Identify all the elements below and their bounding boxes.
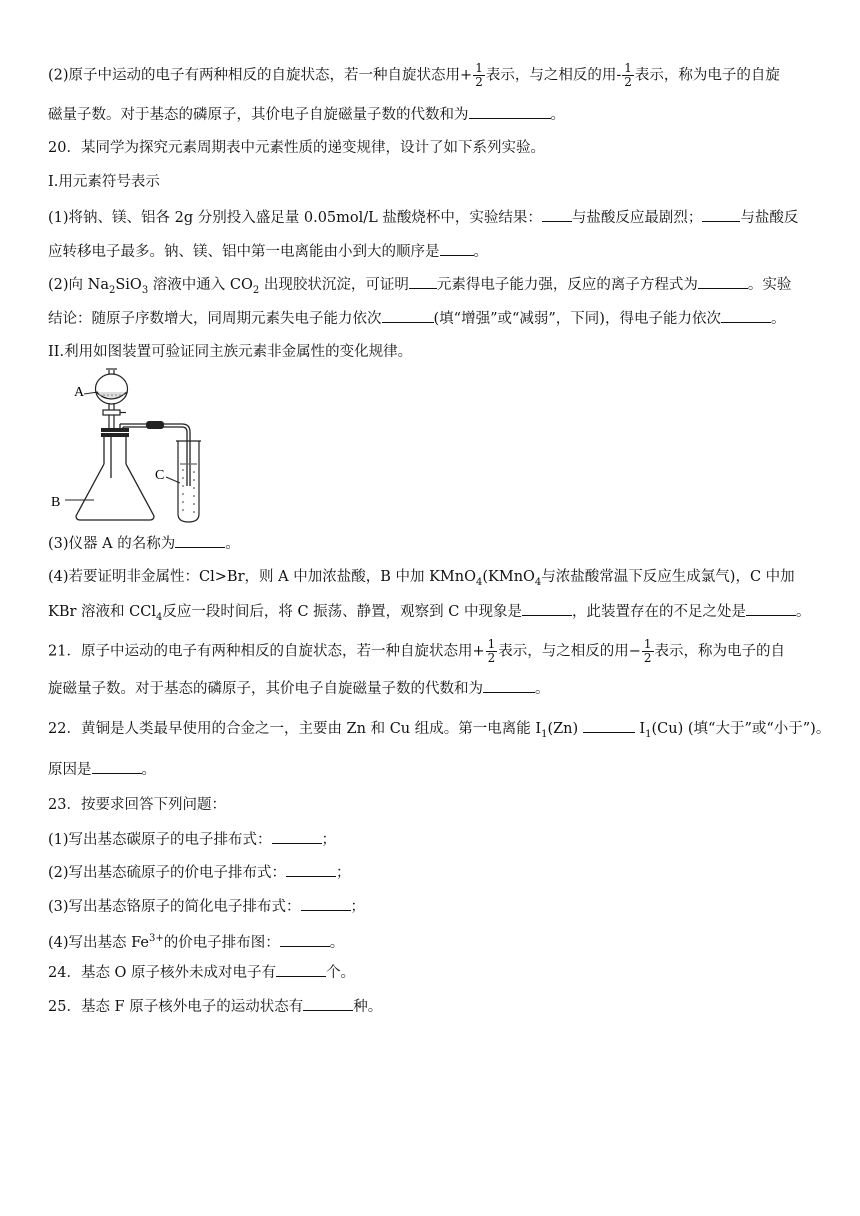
- fraction: [622, 62, 634, 89]
- subscript: 1: [541, 728, 548, 740]
- answer-blank[interactable]: [698, 274, 748, 289]
- text: 结论：随原子序数增大，同周期元素失电子能力依次: [48, 311, 382, 327]
- answer-blank[interactable]: [175, 533, 225, 548]
- answer-blank[interactable]: [702, 207, 740, 222]
- text: 溶液中通入 CO: [148, 277, 253, 293]
- text: 反应一段时间后，将 C 振荡、静置，观察到 C 中现象是: [162, 604, 522, 620]
- answer-blank[interactable]: [382, 308, 434, 323]
- text: (Cu) (填“大于”或“小于”)。: [651, 721, 831, 737]
- text: (Zn): [547, 721, 579, 737]
- q20-s2-line2: [48, 308, 785, 329]
- text: 与盐酸反应最剧烈；: [571, 210, 703, 226]
- q20-title: 20．某同学为探究元素周期表中元素性质的递变规律，设计了如下系列实验。: [48, 140, 545, 156]
- subscript: 1: [645, 728, 652, 740]
- text: 。: [795, 604, 811, 620]
- q19-part2-line1: [48, 62, 780, 89]
- answer-blank[interactable]: [440, 241, 474, 256]
- q19-part2-line2: [48, 104, 565, 125]
- answer-blank[interactable]: [746, 601, 796, 616]
- lab-apparatus-figure: [44, 366, 224, 526]
- text: 旋磁量子数。对于基态的磷原子，其价电子自旋磁量子数的代数和为: [48, 681, 483, 697]
- text: 。: [550, 107, 565, 123]
- answer-blank[interactable]: [522, 601, 572, 616]
- label-a: A: [74, 385, 85, 400]
- text: (KMnO: [482, 569, 535, 585]
- text: 。: [329, 934, 345, 951]
- text: ；: [350, 899, 366, 915]
- text: 出现胶状沉淀，可证明: [259, 277, 409, 293]
- fraction-numerator: 1: [475, 61, 483, 75]
- q23-title: 23．按要求回答下列问题：: [48, 797, 226, 813]
- text: 21．原子中运动的电子有两种相反的自旋状态，若一种自旋状态用+: [48, 643, 485, 660]
- answer-blank[interactable]: [286, 862, 336, 877]
- text: ，此装置存在的不足之处是: [571, 604, 746, 620]
- q21-line2: [48, 678, 550, 699]
- q21-line1: [48, 638, 785, 665]
- q22-line2: [48, 759, 156, 780]
- subscript: 4: [155, 611, 163, 623]
- test-tube-liquid: [182, 469, 195, 513]
- text: (2)向 Na: [48, 277, 109, 293]
- text: 磁量子数。对于基态的磷原子，其价电子自旋磁量子数的代数和为: [48, 107, 469, 123]
- text: 25．基态 F 原子核外电子的运动状态有: [48, 999, 304, 1015]
- fraction-denominator: 2: [487, 651, 496, 665]
- text: SiO: [115, 277, 142, 293]
- text: I: [639, 721, 646, 737]
- text: 原因是: [48, 762, 92, 778]
- answer-blank[interactable]: [280, 932, 330, 947]
- text: 。实验: [747, 277, 792, 293]
- text: 表示，与之相反的用-: [485, 67, 622, 84]
- fraction-denominator: 2: [475, 75, 483, 89]
- q22-line1: [48, 718, 830, 745]
- text: 。: [225, 536, 240, 552]
- answer-blank[interactable]: [92, 759, 142, 774]
- text: 24．基态 O 原子核外未成对电子有: [48, 965, 277, 981]
- label-b: B: [51, 495, 61, 510]
- q20-s4-line1: [48, 567, 795, 593]
- text: (4)若要证明非金属性：Cl>Br，则 A 中加浓盐酸，B 中加 KMnO: [48, 569, 476, 585]
- answer-blank[interactable]: [583, 718, 635, 733]
- text: 。: [770, 311, 786, 327]
- q20-s2-line1: [48, 274, 791, 301]
- separatory-funnel: [96, 369, 128, 428]
- answer-blank[interactable]: [483, 678, 535, 693]
- text: (3)写出基态铬原子的简化电子排布式：: [48, 899, 301, 915]
- text: (3)仪器 A 的名称为: [48, 536, 176, 552]
- fraction-numerator: 1: [643, 637, 652, 651]
- answer-blank[interactable]: [301, 896, 351, 911]
- text: ；: [321, 832, 337, 848]
- answer-blank[interactable]: [721, 308, 771, 323]
- superscript: 3+: [149, 933, 164, 944]
- answer-blank[interactable]: [303, 996, 353, 1011]
- text: 。: [141, 762, 156, 778]
- subscript: 3: [141, 284, 149, 296]
- tube-connector: [146, 421, 164, 429]
- fraction-denominator: 2: [624, 75, 632, 89]
- q23-s3: [48, 896, 365, 917]
- test-tube: [176, 441, 201, 522]
- answer-blank[interactable]: [542, 207, 572, 222]
- text: 应转移电子最多。钠、镁、铝中第一电离能由小到大的顺序是: [48, 244, 440, 260]
- q20-s1-line2: [48, 241, 488, 262]
- text: 表示，与之相反的用−: [498, 643, 641, 660]
- fraction: [486, 638, 498, 665]
- q20-part2-heading: II.利用如图装置可验证同主族元素非金属性的变化规律。: [48, 344, 413, 360]
- q20-s1-line1: [48, 207, 798, 228]
- answer-blank[interactable]: [409, 274, 437, 289]
- text: (4)写出基态 Fe: [48, 934, 149, 951]
- text: (2)原子中运动的电子有两种相反的自旋状态，若一种自旋状态用+: [48, 67, 473, 84]
- text: 与盐酸反: [740, 210, 799, 226]
- fraction-denominator: 2: [643, 651, 652, 665]
- answer-blank[interactable]: [272, 829, 322, 844]
- answer-blank[interactable]: [276, 962, 326, 977]
- label-c: C: [155, 468, 165, 483]
- text: 表示，称为电子的自旋: [634, 67, 780, 84]
- q25: [48, 996, 382, 1017]
- answer-blank[interactable]: [469, 104, 551, 119]
- conical-flask: [76, 437, 154, 520]
- rubber-stopper: [101, 428, 129, 437]
- subscript: 2: [252, 284, 260, 296]
- text: 个。: [326, 965, 356, 981]
- text: 与浓盐酸常温下反应生成氯气)，C 中加: [541, 569, 795, 585]
- text: 的价电子排布图：: [163, 934, 280, 951]
- q20-s4-line2: [48, 601, 810, 628]
- text: ；: [336, 865, 351, 881]
- q23-s2: [48, 862, 351, 883]
- q20-s3: [48, 533, 240, 554]
- text: (2)写出基态硫原子的价电子排布式：: [48, 865, 287, 881]
- q23-s1: [48, 829, 336, 850]
- q24: [48, 962, 355, 983]
- text: (1)将钠、镁、铝各 2g 分别投入盛足量 0.05mol/L 盐酸烧杯中，实验结果：: [48, 210, 542, 226]
- text: 元素得电子能力强，反应的离子方程式为: [436, 277, 698, 293]
- fraction-numerator: 1: [487, 637, 496, 651]
- fraction: [473, 62, 485, 89]
- text: 。: [473, 244, 488, 260]
- text: KBr 溶液和 CCl: [48, 604, 156, 620]
- text: 表示，称为电子的自: [654, 643, 786, 660]
- q20-part1-heading: I.用元素符号表示: [48, 174, 160, 190]
- text: 22．黄铜是人类最早使用的合金之一，主要由 Zn 和 Cu 组成。第一电离能 I: [48, 721, 542, 737]
- fraction: [642, 638, 654, 665]
- fraction-numerator: 1: [624, 61, 632, 75]
- text: 种。: [353, 999, 383, 1015]
- subscript: 4: [534, 576, 542, 588]
- q23-s4: [48, 929, 344, 953]
- text: 。: [535, 681, 550, 697]
- subscript: 4: [475, 576, 483, 588]
- text: (填“增强”或“减弱”，下同)，得电子能力依次: [433, 311, 721, 327]
- text: (1)写出基态碳原子的电子排布式：: [48, 832, 272, 848]
- subscript: 2: [108, 284, 116, 296]
